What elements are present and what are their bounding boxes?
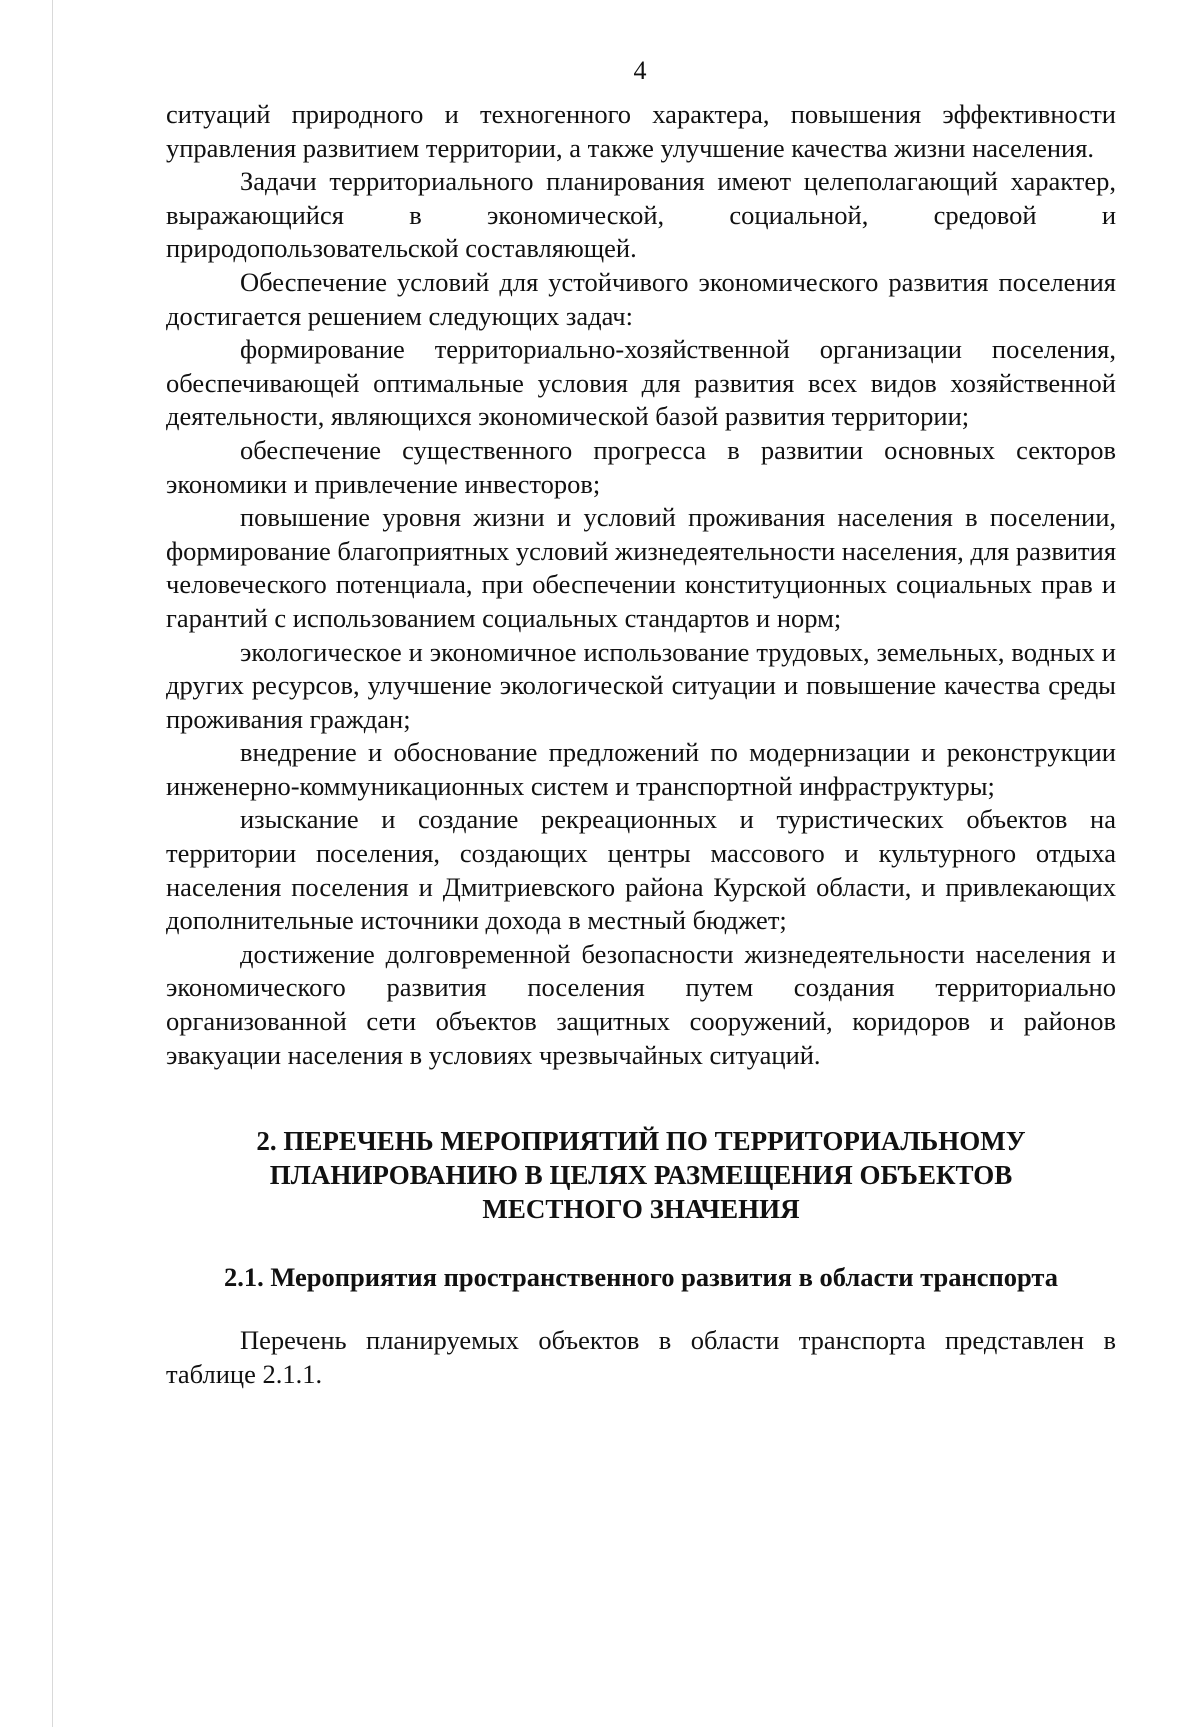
scan-margin-line [52, 0, 53, 1727]
page-number: 4 [633, 56, 647, 85]
section-heading-line-1: 2. ПЕРЕЧЕНЬ МЕРОПРИЯТИЙ ПО ТЕРРИТОРИАЛЬНОМУ [256, 1126, 1026, 1157]
list-item-economic-progress: обеспечение существенного прогресса в развитии основных секторов экономики и привлечение инвесторов; [166, 434, 1116, 499]
paragraph-transport-table-reference: Перечень планируемых объектов в области транспорта представлен в таблице 2.1.1. [166, 1325, 1116, 1389]
section-heading [166, 1124, 1116, 1226]
list-item-resource-use: экологическое и экономичное использование трудовых, земельных, водных и других ресурсов, улучшение экологической ситуации и повышение качества среды проживания граждан; [166, 636, 1116, 734]
subsection-heading: 2.1. Мероприятия пространственного развития в области транспорта [223, 1262, 1059, 1293]
paragraph-planning-tasks: Задачи территориального планирования имеют целеполагающий характер, выражающийся в экономической, социальной, средовой и природопользовательской составляющей. [166, 166, 1116, 264]
list-item-recreation: изыскание и создание рекреационных и туристических объектов на территории поселения, создающих центры массового и культурного отдыха населения поселения и Дмитриевского района Курской области, и привлекающих дополнительные источники дохода в местный бюджет; [166, 804, 1116, 936]
list-item-territorial-organization: формирование территориально-хозяйственной организации поселения, обеспечивающей оптимальные условия для развития всех видов хозяйственной деятельности, являющихся экономической базой развития территории; [166, 334, 1116, 432]
list-item-living-standards: повышение уровня жизни и условий проживания населения в поселении, формирование благоприятных условий жизнедеятельности населения, для развития человеческого потенциала, при обеспечении конституционных социальных прав и гарантий с использованием социальных стандартов и норм; [166, 502, 1117, 633]
section-heading-line-2: ПЛАНИРОВАНИЮ В ЦЕЛЯХ РАЗМЕЩЕНИЯ ОБЪЕКТОВ [269, 1160, 1013, 1191]
paragraph-economic-development: Обеспечение условий для устойчивого экономического развития поселения достигается решением следующих задач: [166, 266, 1116, 331]
list-item-safety: достижение долговременной безопасности жизнедеятельности населения и экономического развития поселения путем создания территориально организованной сети объектов защитных сооружений, коридоров и районов эвакуации населения в условиях чрезвычайных ситуаций. [166, 938, 1116, 1070]
section-heading-line-3: МЕСТНОГО ЗНАЧЕНИЯ [482, 1194, 800, 1225]
paragraph-continuation: ситуаций природного и техногенного характера, повышения эффективности управления развитием территории, а также улучшение качества жизни населения. [166, 99, 1116, 163]
list-item-infrastructure: внедрение и обоснование предложений по модернизации и реконструкции инженерно-коммуникационных систем и транспортной инфраструктуры; [166, 737, 1116, 801]
document-body [166, 98, 1116, 1391]
